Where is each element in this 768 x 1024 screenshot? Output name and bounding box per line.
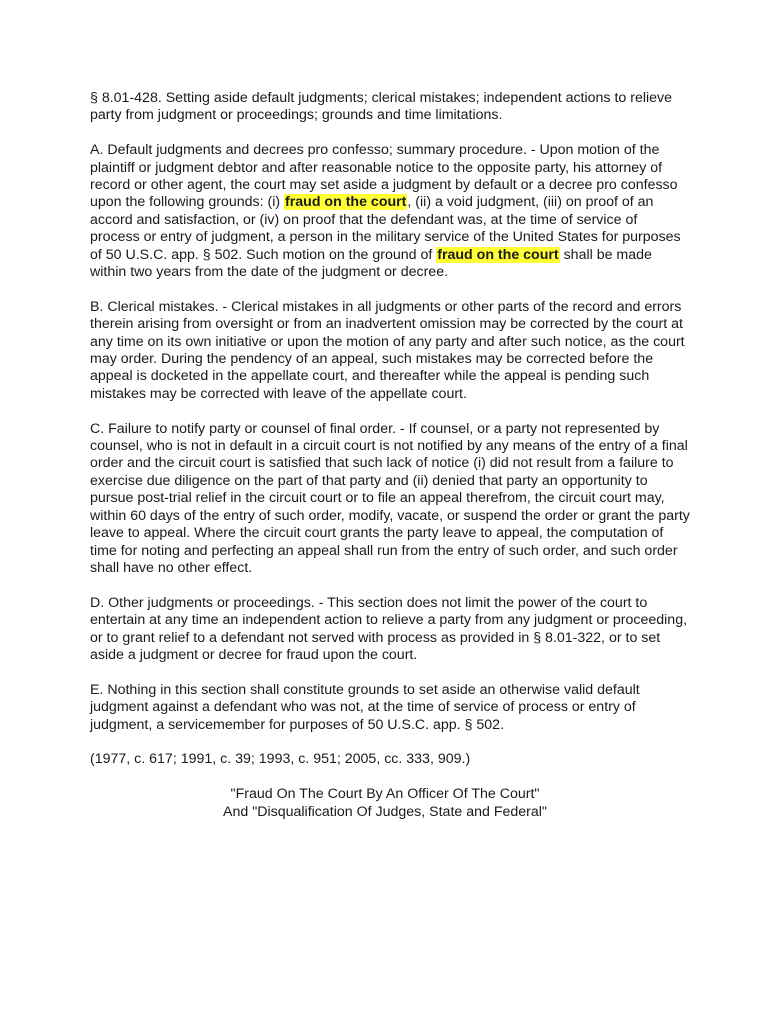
section-heading: § 8.01-428. Setting aside default judgments; clerical mistakes; independent actions to relieve party from judgment or proceedings; grounds and time limitations. — [90, 90, 673, 124]
paragraph-a — [90, 142, 690, 281]
document-body — [90, 90, 690, 821]
footer-title-2: And "Disqualification Of Judges, State and Federal" — [223, 803, 547, 820]
highlight-fraud-on-court-1: fraud on the court — [285, 194, 407, 211]
paragraph-c: C. Failure to notify party or counsel of final order. - If counsel, or a party not represented by counsel, who is not in default in a circuit court is not notified by any means of the entry of a final order and the circuit court is satisfied that such lack of notice (i) did not result from a failure to exercise due diligence on the part of that party and (ii) denied that party an opportunity to pursue post-trial relief in the circuit court or to file an appeal therefrom, the circuit court may, within 60 days of the entry of such order, modify, vacate, or suspend the order or grant the party leave to appeal. Where the circuit court grants the party leave to appeal, the computation of time for noting and perfecting an appeal shall run from the entry of such order, and such order shall have no other effect. — [90, 420, 690, 576]
footer-title-1: "Fraud On The Court By An Officer Of The Court" — [230, 786, 540, 803]
paragraph-a-text-3: shall be made within two years from the date of the judgment or decree. — [90, 246, 652, 281]
highlight-fraud-on-court-2: fraud on the court — [437, 246, 559, 263]
paragraph-e: E. Nothing in this section shall constitute grounds to set aside an otherwise valid default judgment against a defendant who was not, at the time of service of process or entry of judgment, a servicemember for purposes of 50 U.S.C. app. § 502. — [90, 681, 640, 733]
paragraph-a-text-1: A. Default judgments and decrees pro confesso; summary procedure. - Upon motion of the plaintiff or judgment debtor and after reasonable notice to the opposite party, his attorney of record or other agent, the court may set aside a judgment by default or a decree pro confesso upon the following grounds: (i) — [90, 142, 678, 211]
paragraph-b: B. Clerical mistakes. - Clerical mistakes in all judgments or other parts of the record and errors therein arising from oversight or from an inadvertent omission may be corrected by the court at any time on its own initiative or upon the motion of any party and after such notice, as the court may order. During the pendency of an appeal, such mistakes may be corrected before the appeal is docketed in the appellate court, and thereafter while the appeal is pending such mistakes may be corrected with leave of the appellate court. — [90, 298, 685, 402]
citation: (1977, c. 617; 1991, c. 39; 1993, c. 951; 2005, cc. 333, 909.) — [90, 751, 471, 768]
paragraph-d: D. Other judgments or proceedings. - This section does not limit the power of the court to entertain at any time an independent action to relieve a party from any judgment or proceeding, or to grant relief to a defendant not served with process as provided in § 8.01-322, or to set aside a judgment or decree for fraud upon the court. — [90, 594, 688, 663]
footer-titles — [90, 786, 690, 821]
paragraph-a-text-2: , (ii) a void judgment, (iii) on proof of an accord and satisfaction, or (iv) on proof that the defendant was, at the time of service of process or entry of judgment, a person in the military service of the United States for purposes of 50 U.S.C. app. § 502. Such motion on the ground of — [90, 194, 681, 263]
